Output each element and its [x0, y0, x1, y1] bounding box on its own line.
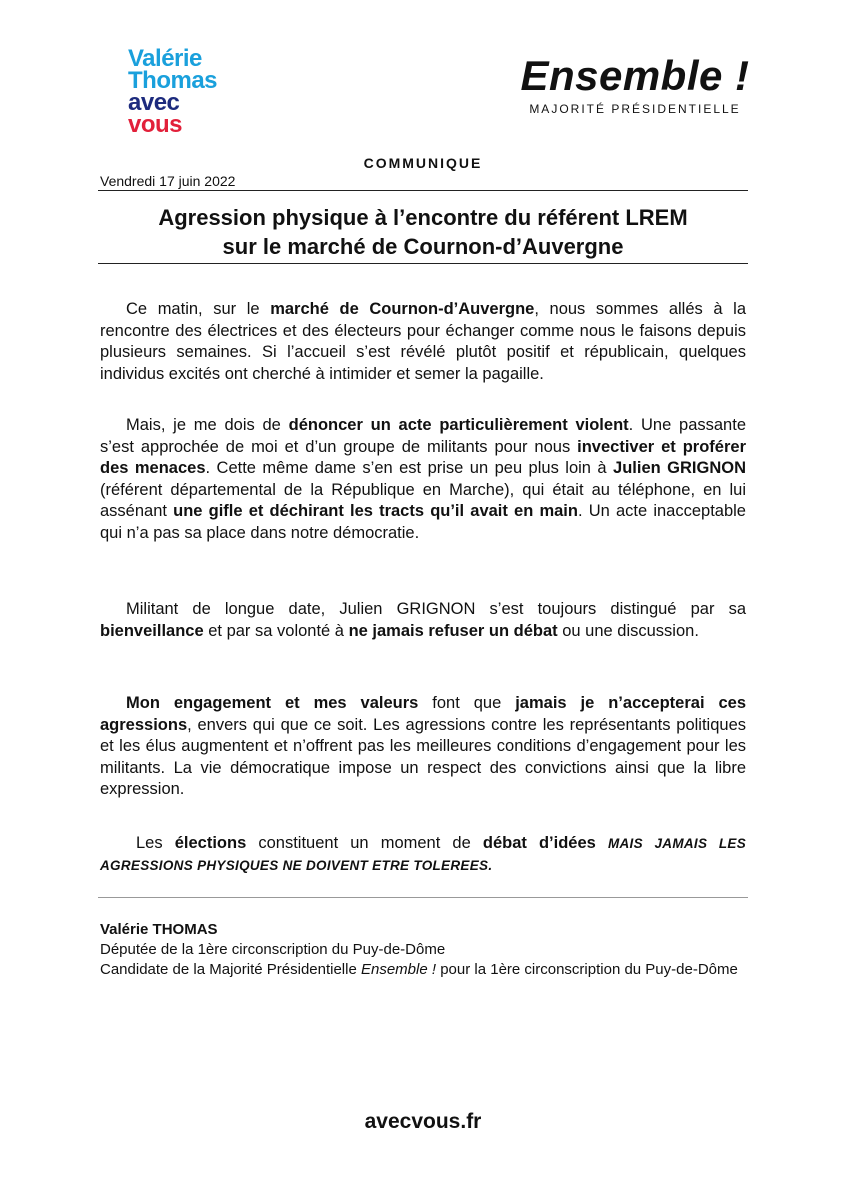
- signature-rule: [98, 897, 748, 898]
- footer-website: avecvous.fr: [364, 1110, 482, 1133]
- title-rule-bottom: [98, 263, 748, 264]
- title-line-1: Agression physique à l’encontre du référent LREM: [158, 205, 688, 230]
- paragraph-5: Les élections constituent un moment de débat d’idées MAIS JAMAIS LES AGRESSIONS PHYSIQUES NE DOIVENT ETRE TOLEREES.: [100, 834, 747, 873]
- signature-block: [100, 920, 760, 980]
- signatory-role-1: Députée de la 1ère circonscription du Puy-de-Dôme: [100, 941, 446, 958]
- signatory-role-2: Candidate de la Majorité Présidentielle Ensemble ! pour la 1ère circonscription du Puy-de-Dôme: [100, 961, 738, 978]
- paragraph-4: Mon engagement et mes valeurs font que jamais je n’accepterai ces agressions, envers qui que ce soit. Les agressions contre les représentants politiques et les élus augmentent et n’offrent pas les meilleures conditions d’engagement pour les militants. La vie démocratique impose un respect des convictions ainsi que la libre expression.: [100, 694, 746, 798]
- document-title: [98, 203, 748, 261]
- logo-line-thomas: Thomas: [128, 67, 218, 94]
- ensemble-logo: [505, 52, 765, 116]
- ensemble-logo-tagline: MAJORITÉ PRÉSIDENTIELLE: [529, 102, 741, 116]
- logo-line-avec: avec: [128, 89, 180, 116]
- document-date: Vendredi 17 juin 2022: [100, 173, 236, 189]
- ensemble-logo-name: Ensemble !: [520, 52, 750, 99]
- signatory-name: Valérie THOMAS: [100, 921, 218, 938]
- logo-line-valerie: Valérie: [128, 45, 202, 72]
- logo-line-vous: vous: [128, 111, 183, 138]
- paragraph-3: Militant de longue date, Julien GRIGNON s’est toujours distingué par sa bienveillance et par sa volonté à ne jamais refuser un débat ou une discussion.: [100, 600, 746, 640]
- document-type-label: COMMUNIQUE: [363, 155, 483, 171]
- title-line-2: sur le marché de Cournon-d’Auvergne: [222, 234, 624, 259]
- title-rule-top: [98, 190, 748, 191]
- paragraph-1: Ce matin, sur le marché de Cournon-d’Auvergne, nous sommes allés à la rencontre des électrices et des électeurs pour échanger comme nous le faisons depuis plusieurs semaines. Si l’accueil s’est révélé plutôt positif et républicain, quelques individus excités ont cherché à intimider et semer la pagaille.: [100, 300, 746, 383]
- candidate-logo: [128, 45, 248, 138]
- paragraph-2: Mais, je me dois de dénoncer un acte particulièrement violent. Une passante s’est approchée de moi et d’un groupe de militants pour nous invectiver et proférer des menaces. Cette même dame s’en est prise un peu plus loin à Julien GRIGNON (référent départemental de la République en Marche), qui était au téléphone, en lui assénant une gifle et déchirant les tracts qu’il avait en main. Un acte inacceptable qui n’a pas sa place dans notre démocratie.: [100, 416, 746, 542]
